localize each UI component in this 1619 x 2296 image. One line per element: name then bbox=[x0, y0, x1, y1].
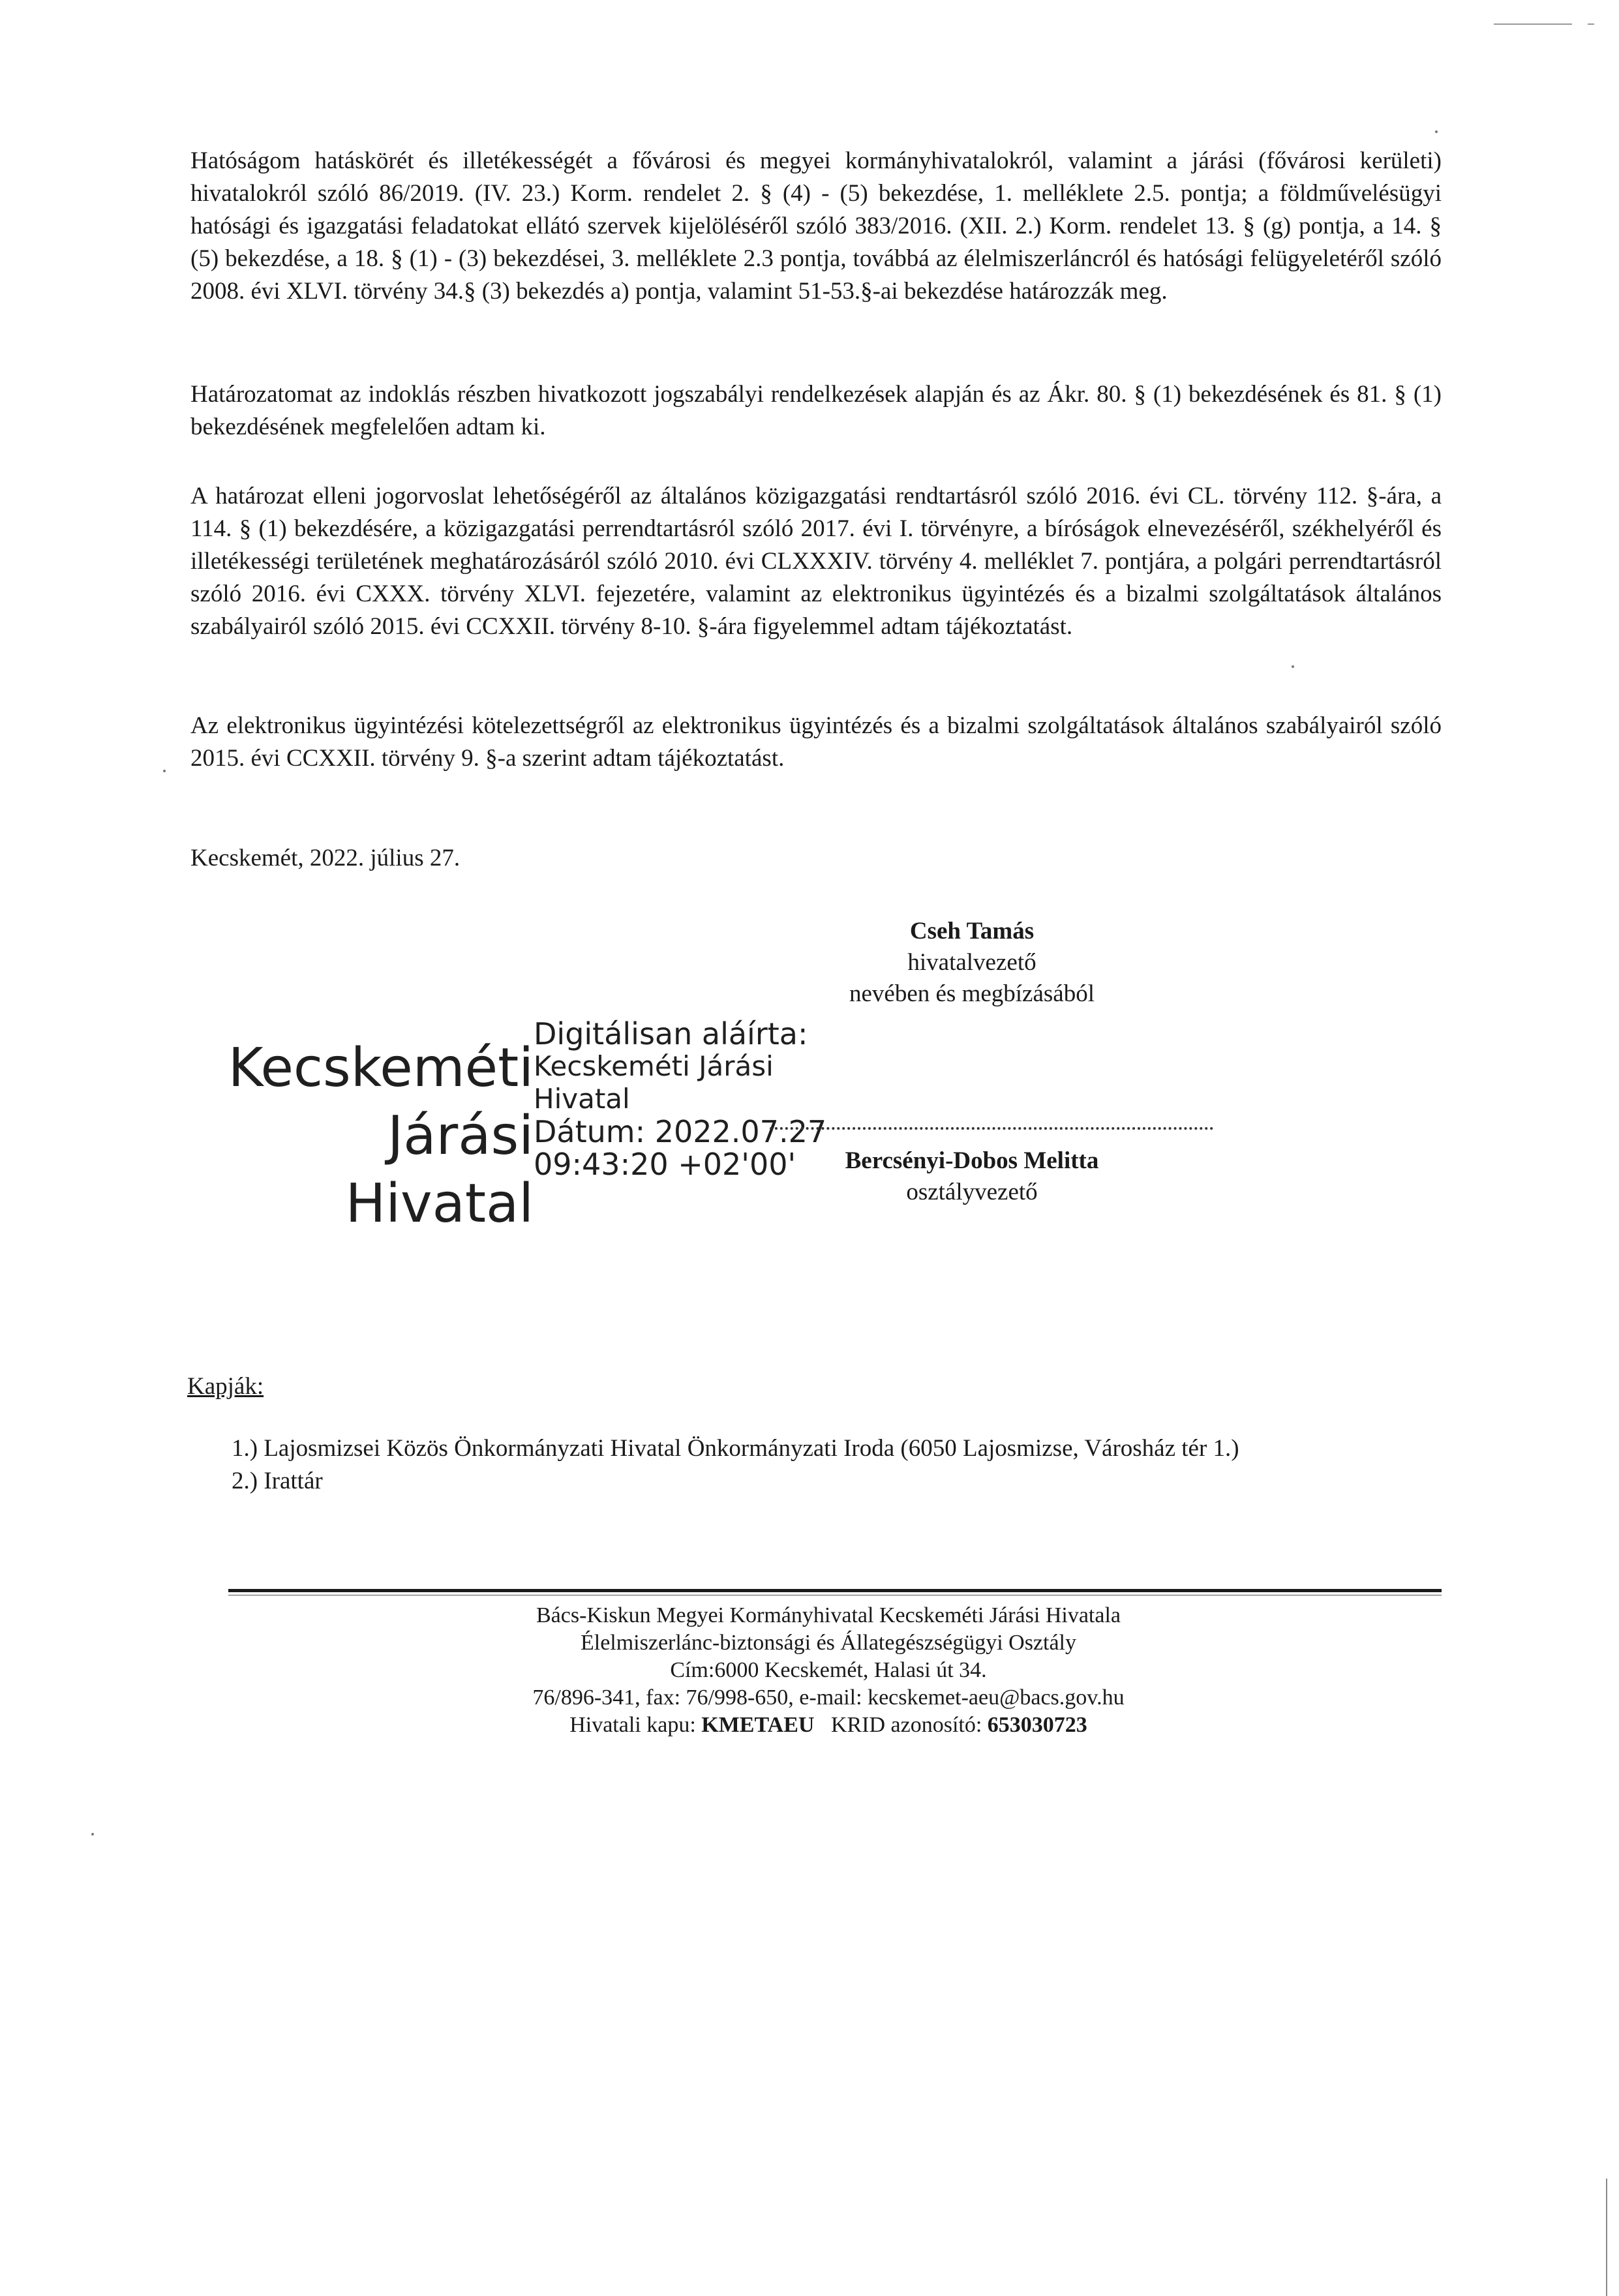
signature-date: Dátum: 2022.07.27 bbox=[534, 1114, 827, 1149]
scan-corner-mark bbox=[1494, 23, 1572, 25]
footer-department: Élelmiszerlánc-biztonsági és Állategészségügyi Osztály bbox=[580, 1631, 1077, 1655]
paragraph-text: Hatóságom hatáskörét és illetékességét a fővárosi és megyei kormányhivatalokról, valamint a járási (fővárosi kerületi) hivatalokról szóló 86/2019. (IV. 23.) Korm. rendelet 2. § (4) - (5) bekezdése, 1. melléklete 2.5. pontja; a földművelésügyi hatósági és igazgatási feladatokat ellátó szervek kijelöléséről szóló 383/2016. (XII. 2.) Korm. rendelet 13. § (g) pontja, a 14. § (5) bekezdése, a 18. § (1) - (3) bekezdései, 3. melléklete 2.3 pontja, továbbá az élelmiszerláncról és hatósági felügyeletéről szóló 2008. évi XLVI. törvény 34.§ (3) bekezdés a) pontja, valamint 51-53.§-ai bekezdése határozzák meg. bbox=[190, 147, 1442, 305]
paragraph-legal-remedy bbox=[190, 480, 1442, 643]
digital-signature-logo bbox=[207, 1035, 534, 1238]
scan-speck bbox=[1292, 665, 1294, 668]
footer-ids bbox=[391, 1712, 1265, 1739]
logo-line: Járási Hivatal bbox=[345, 1105, 534, 1235]
footer-address-block bbox=[391, 1602, 1265, 1739]
footer-office: Bács-Kiskun Megyei Kormányhivatal Kecskeméti Járási Hivatala bbox=[536, 1603, 1121, 1627]
logo-line: Kecskeméti bbox=[228, 1037, 534, 1099]
paragraph-text: Határozatomat az indoklás részben hivatkozott jogszabályi rendelkezések alapján és az Ákr. 80. § (1) bekezdésének és 81. § (1) bekezdésének megfelelően adtam ki. bbox=[190, 381, 1442, 440]
signature-time: 09:43:20 +02'00' bbox=[534, 1147, 796, 1182]
kapu-value: KMETAEU bbox=[701, 1713, 815, 1737]
scan-speck bbox=[1435, 130, 1438, 133]
place-and-date: Kecskemét, 2022. július 27. bbox=[190, 845, 461, 871]
signer-name: Bercsényi-Dobos Melitta bbox=[845, 1147, 1099, 1174]
krid-label: KRID azonosító: bbox=[830, 1713, 982, 1737]
list-item: 1.) Lajosmizsei Közös Önkormányzati Hivatal Önkormányzati Iroda (6050 Lajosmizse, Városház tér 1.) bbox=[232, 1435, 1239, 1462]
scan-speck bbox=[163, 770, 166, 772]
kapu-label: Hivatali kapu: bbox=[569, 1713, 696, 1737]
paragraph-decision-basis bbox=[190, 378, 1442, 444]
scan-edge-line bbox=[1606, 2179, 1607, 2296]
paragraph-electronic-obligation bbox=[190, 710, 1442, 775]
signer-title: osztályvezető bbox=[906, 1179, 1038, 1205]
scan-speck bbox=[91, 1833, 94, 1835]
paragraph-text: A határozat elleni jogorvoslat lehetőségéről az általános közigazgatási rendtartásról szóló 2016. évi CL. törvény 112. §-ára, a 114. § (1) bekezdésére, a közigazgatási perrendtartásról szóló 2017. évi I. törvényre, a bíróságok elnevezéséről, székhelyéről és illetékességi területének meghatározásáról szóló 2010. évi CLXXXIV. törvény 4. melléklet 7. pontjára, a polgári perrendtartásról szóló 2016. évi CXXX. törvény XLVI. fejezetére, valamint az elektronikus ügyintézés és a bizalmi szolgáltatások általános szabályairól szóló 2015. évi CCXXII. törvény 8-10. §-ára figyelemmel adtam tájékoztatást. bbox=[190, 483, 1442, 640]
footer-contact: 76/896-341, fax: 76/998-650, e-mail: kecskemet-aeu@bacs.gov.hu bbox=[532, 1685, 1125, 1710]
krid-value: 653030723 bbox=[987, 1713, 1087, 1737]
signature-label: Digitálisan aláírta: bbox=[534, 1016, 808, 1051]
scan-corner-mark bbox=[1588, 23, 1594, 25]
signature-dotted-line bbox=[770, 1127, 1213, 1130]
paragraph-text: Az elektronikus ügyintézési kötelezettségről az elektronikus ügyintézés és a bizalmi szolgáltatások általános szabályairól szóló 2015. évi CCXXII. törvény 9. §-a szerint adtam tájékoztatást. bbox=[190, 712, 1442, 772]
signer-note: nevében és megbízásából bbox=[849, 980, 1095, 1007]
signer-name: Cseh Tamás bbox=[909, 918, 1035, 944]
signature-signer: Hivatal bbox=[534, 1083, 630, 1115]
signer-head-of-office bbox=[783, 916, 1161, 1010]
paragraph-competence bbox=[190, 145, 1442, 308]
signature-signer: Kecskeméti Járási bbox=[534, 1050, 774, 1082]
list-item: 2.) Irattár bbox=[232, 1468, 323, 1494]
signer-title: hivatalvezető bbox=[907, 949, 1036, 976]
recipients-list bbox=[232, 1432, 1239, 1498]
recipients-heading: Kapják: bbox=[187, 1373, 264, 1400]
footer-address: Cím:6000 Kecskemét, Halasi út 34. bbox=[670, 1658, 987, 1682]
signer-department-head bbox=[783, 1145, 1161, 1208]
footer-divider bbox=[228, 1589, 1442, 1592]
